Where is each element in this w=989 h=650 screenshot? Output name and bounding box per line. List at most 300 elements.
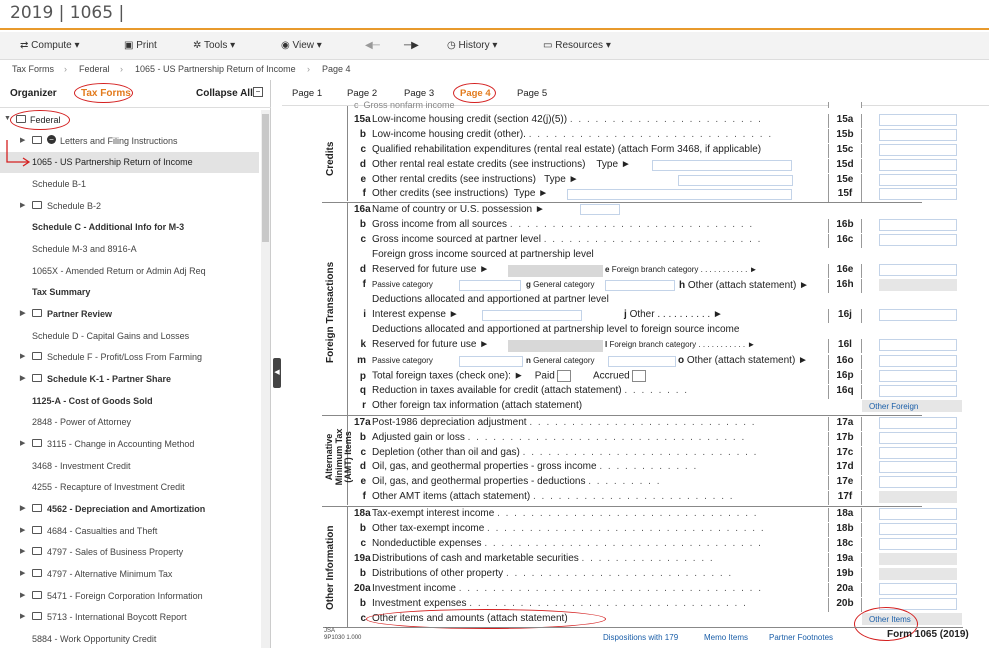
tree-item[interactable] xyxy=(0,304,259,325)
tree-item[interactable] xyxy=(0,412,259,433)
app-title-bar xyxy=(0,0,989,30)
tab-page-1[interactable]: Page 1 xyxy=(292,88,323,99)
line-16r: r Other foreign tax information (attach statement) xyxy=(362,400,583,411)
line-number: 16j xyxy=(828,309,862,323)
reserved-box xyxy=(508,265,603,277)
form-footer-label: Form 1065 (2019) xyxy=(887,629,969,640)
chevron-down-icon: ▾ xyxy=(492,40,498,51)
chevron-right-icon: ▶ xyxy=(20,375,26,382)
collapse-icon[interactable]: − xyxy=(253,87,263,97)
line-number: 17f xyxy=(828,491,862,505)
type-label: Type ► xyxy=(544,174,579,185)
line-18b: b Other tax-exempt income . . . . . . . . . . . . . . . . . . . . . . . . . . . . . . . . . xyxy=(359,523,766,534)
line-16f: f Passive category xyxy=(362,279,433,290)
scrollbar-thumb[interactable] xyxy=(262,114,269,242)
tree-item[interactable] xyxy=(0,174,259,195)
accrued-label: Accrued xyxy=(593,370,630,382)
line-number: 20b xyxy=(828,598,862,612)
line-17c: c Depletion (other than oil and gas) . . . . . . . . . . . . . . . . . . . . . . . . . . . . xyxy=(360,447,758,458)
tree-item-label: 5713 - International Boycott Report xyxy=(47,612,187,622)
line-number: 17e xyxy=(828,476,862,490)
line-label: Foreign branch category xyxy=(609,340,697,349)
input-16c[interactable] xyxy=(879,234,957,246)
chevron-right-icon: ▶ xyxy=(20,527,26,534)
input-17f[interactable] xyxy=(879,491,957,503)
line-number: 17a xyxy=(828,417,862,431)
tree-item-label: 1065X - Amended Return or Admin Adj Req xyxy=(32,266,206,276)
line-label: Foreign gross income sourced at partnership level xyxy=(372,249,594,260)
line-label: Other foreign tax information (attach statement) xyxy=(372,400,583,411)
accrued-checkbox[interactable] xyxy=(632,370,646,382)
tools-button[interactable] xyxy=(193,40,235,51)
tree-item-label: Schedule C - Additional Info for M-3 xyxy=(32,222,185,232)
collapse-all-button[interactable]: Collapse All xyxy=(196,88,253,99)
input-15e[interactable] xyxy=(879,174,957,186)
tree-item-label: 1065 - US Partnership Return of Income xyxy=(32,157,193,167)
tree-item-label: Schedule M-3 and 8916-A xyxy=(32,244,137,254)
chevron-down-icon: ▾ xyxy=(230,40,236,51)
tree-item-1065[interactable] xyxy=(0,152,259,173)
tree-item[interactable] xyxy=(0,326,259,347)
line-number: 16e xyxy=(828,264,862,278)
section-divider xyxy=(322,506,922,507)
line-16-deductions xyxy=(354,294,830,308)
tab-page-2[interactable]: Page 2 xyxy=(347,88,378,99)
input-19b[interactable] xyxy=(879,568,957,580)
line-label: Distributions of cash and marketable securities xyxy=(372,553,579,564)
folder-icon xyxy=(32,201,42,209)
tree-item-label: 1125-A - Cost of Goods Sold xyxy=(32,396,153,406)
line-label: Depletion (other than oil and gas) xyxy=(372,447,520,458)
section-divider xyxy=(322,415,922,416)
tree-item[interactable] xyxy=(0,239,259,260)
input-15d[interactable] xyxy=(879,159,957,171)
back-arrow-icon[interactable]: ◀─ xyxy=(365,40,380,51)
line-number: 17d xyxy=(828,461,862,475)
view-button[interactable] xyxy=(281,40,322,51)
line-17b: b Adjusted gain or loss . . . . . . . . . . . . . . . . . . . . . . . . . . . . . . . . . xyxy=(359,432,746,443)
line-label: Passive category xyxy=(372,356,433,365)
line-20c: c Other items and amounts (attach statement) xyxy=(360,613,568,624)
line-number: 15c xyxy=(828,144,862,158)
input-16g[interactable] xyxy=(605,280,675,291)
folder-icon xyxy=(32,547,42,555)
forward-arrow-icon[interactable]: ─▶ xyxy=(404,40,419,51)
line-label: Deductions allocated and apportioned at partner level xyxy=(372,294,609,305)
section-foreign xyxy=(321,203,348,415)
folder-icon xyxy=(32,374,42,382)
line-16q: q Reduction in taxes available for credit (attach statement) . . . . . . . . xyxy=(359,385,689,396)
chevron-right-icon: › xyxy=(120,64,123,74)
line-label: Foreign branch category xyxy=(611,265,699,274)
toolbar xyxy=(0,32,989,60)
briefcase-icon: ▭ xyxy=(543,40,553,51)
folder-icon xyxy=(32,612,42,620)
tree-item-label: 5884 - Work Opportunity Credit xyxy=(32,634,157,644)
line-16j: j Other . . . . . . . . . . ► xyxy=(624,309,723,320)
line-label: General category xyxy=(533,280,595,289)
line-15c: c Qualified rehabilitation expenditures (rental real estate) (attach Form 3468, if applicable) xyxy=(360,144,762,155)
print-label: Print xyxy=(136,40,157,51)
chevron-right-icon: ▶ xyxy=(20,505,26,512)
line-15f: f Other credits (see instructions) Type ► xyxy=(362,188,549,199)
line-label: Name of country or U.S. possession ► xyxy=(372,204,545,215)
line-number: 19b xyxy=(828,568,862,582)
folder-icon xyxy=(32,352,42,360)
chevron-right-icon: ▶ xyxy=(20,548,26,555)
line-19a: 19aDistributions of cash and marketable securities . . . . . . . . . . . . . . . . xyxy=(354,553,715,564)
line-16c: c Gross income sourced at partner level . . . . . . . . . . . . . . . . . . . . . . . . . . xyxy=(360,234,762,245)
resources-button[interactable] xyxy=(543,40,611,51)
breadcrumb-item[interactable]: Tax Forms xyxy=(12,64,55,74)
chevron-right-icon: ▶ xyxy=(20,353,26,360)
line-label: General category xyxy=(533,356,595,365)
tree-item-label: Schedule B-1 xyxy=(32,179,87,189)
line-label: Low-income housing credit (other). xyxy=(372,129,526,140)
line-label: Oil, gas, and geothermal properties - gross income xyxy=(372,461,597,472)
folder-icon xyxy=(32,569,42,577)
tree-item-label: 3115 - Change in Accounting Method xyxy=(47,439,195,449)
line-16m: m Passive category xyxy=(357,355,433,366)
tree-item-label: 4684 - Casualties and Theft xyxy=(47,526,158,536)
tree-item-label: 4797 - Alternative Minimum Tax xyxy=(47,569,173,579)
tree-item[interactable] xyxy=(0,391,259,412)
input-16m[interactable] xyxy=(459,356,523,367)
footer-divider xyxy=(323,627,963,628)
input-16e[interactable] xyxy=(879,264,957,276)
input-17b[interactable] xyxy=(879,432,957,444)
line-label: Distributions of other property xyxy=(372,568,504,579)
tree-item-label: Partner Review xyxy=(47,309,113,319)
tree-item-label: 5471 - Foreign Corporation Information xyxy=(47,591,203,601)
tree-item[interactable] xyxy=(0,542,259,563)
line-17f: f Other AMT items (attach statement) . . . . . . . . . . . . . . . . . . . . . . . . xyxy=(362,491,735,502)
folder-icon xyxy=(32,591,42,599)
line-number: 15a xyxy=(828,114,862,128)
input-20a[interactable] xyxy=(879,583,957,595)
section-amt xyxy=(321,416,353,505)
line-label: Other AMT items (attach statement) xyxy=(372,491,531,502)
line-20b: b Investment expenses . . . . . . . . . . . . . . . . . . . . . . . . . . . . . . . . . xyxy=(359,598,748,609)
line-number: 16l xyxy=(828,339,862,353)
annotation-circle xyxy=(366,609,606,629)
type-15f-input[interactable] xyxy=(567,189,792,200)
line-number: 18b xyxy=(828,523,862,537)
line-number: 20a xyxy=(828,583,862,597)
tax-forms-tab[interactable]: Tax Forms xyxy=(81,88,131,99)
printer-icon: ▣ xyxy=(124,40,134,51)
section-label: Alternative Minimum Tax (AMT) Items xyxy=(324,428,353,486)
tab-page-3[interactable]: Page 3 xyxy=(404,88,435,99)
input-18c[interactable] xyxy=(879,538,957,550)
tab-page-4[interactable]: Page 4 xyxy=(460,88,491,99)
tree-item[interactable] xyxy=(0,282,259,303)
line-number-box xyxy=(828,102,862,108)
chevron-right-icon: ▶ xyxy=(20,592,26,599)
line-number: 15b xyxy=(828,129,862,143)
line-label: Other (attach statement) xyxy=(687,280,797,291)
line-16d: d Reserved for future use ► xyxy=(359,264,490,275)
input-16b[interactable] xyxy=(879,219,957,231)
line-label: Other rental real estate credits (see instructions) xyxy=(372,159,586,170)
line-label: Other credits (see instructions) xyxy=(372,188,509,199)
history-button[interactable] xyxy=(447,40,497,51)
partial-row: c Gross nonfarm income xyxy=(354,100,455,110)
tree-item-label: 3468 - Investment Credit xyxy=(32,461,131,471)
folder-icon xyxy=(32,309,42,317)
line-16p: p Total foreign taxes (check one): ► Paid Accrued xyxy=(354,370,830,384)
line-label: Reserved for future use ► xyxy=(372,264,490,275)
input-16l[interactable] xyxy=(879,339,957,351)
organizer-tab[interactable]: Organizer xyxy=(10,88,57,99)
tree-item[interactable] xyxy=(0,521,259,542)
line-16g: g General category xyxy=(526,280,595,289)
line-label: Investment expenses xyxy=(372,598,467,609)
history-label: History xyxy=(458,40,490,51)
chevron-right-icon: ▶ xyxy=(20,137,26,144)
line-label: Nondeductible expenses xyxy=(372,538,482,549)
chevron-down-icon: ▼ xyxy=(4,115,11,122)
line-15e: e Other rental credits (see instructions) Type ► xyxy=(360,174,579,185)
tab-page-5[interactable]: Page 5 xyxy=(517,88,548,99)
line-16-heading xyxy=(354,249,830,263)
line-18a: 18aTax-exempt interest income . . . . . . . . . . . . . . . . . . . . . . . . . . . . . . . xyxy=(354,508,759,519)
section-credits xyxy=(321,106,348,201)
line-15b: b Low-income housing credit (other). . . . . . . . . . . . . . . . . . . . . . . . . . . . . . xyxy=(359,129,773,140)
line-label: Investment income xyxy=(372,583,456,594)
tree-item[interactable] xyxy=(0,499,259,520)
tree-item[interactable] xyxy=(0,607,259,628)
line-label: Low-income housing credit (section 42(j)(5)) xyxy=(372,114,568,125)
gear-icon: ✲ xyxy=(193,40,202,51)
tree-item[interactable] xyxy=(0,369,259,390)
tree-item-label: 4797 - Sales of Business Property xyxy=(47,547,184,557)
line-number: 18c xyxy=(828,538,862,552)
line-label: Passive category xyxy=(372,280,433,289)
line-number: 16b xyxy=(828,219,862,233)
other-items-link[interactable]: Other Items xyxy=(862,613,962,625)
tree-item[interactable] xyxy=(0,456,259,477)
line-16i: i Interest expense ► xyxy=(363,309,459,320)
tree-item[interactable] xyxy=(0,477,259,498)
annotation-circle xyxy=(74,83,133,103)
breadcrumb-item[interactable]: Federal xyxy=(79,64,110,74)
section-label: Other Information xyxy=(325,525,336,610)
line-label: Tax-exempt interest income xyxy=(372,508,495,519)
jsa-code xyxy=(324,628,361,642)
input-15f[interactable] xyxy=(879,188,957,200)
paid-label: Paid xyxy=(534,370,555,382)
line-label: Interest expense ► xyxy=(372,309,459,320)
line-17a: 17aPost-1986 depreciation adjustment . . . . . . . . . . . . . . . . . . . . . . . . . . . xyxy=(354,417,757,428)
annotation-arrow xyxy=(4,138,32,168)
chevron-right-icon: › xyxy=(64,64,67,74)
line-label: Reduction in taxes available for credit (attach statement) xyxy=(372,385,622,396)
line-label: Oil, gas, and geothermal properties - deductions xyxy=(372,476,586,487)
annotation-circle xyxy=(10,110,70,130)
type-label: Type ► xyxy=(513,188,549,199)
input-17d[interactable] xyxy=(879,461,957,473)
chevron-right-icon: ▶ xyxy=(20,310,26,317)
country-input[interactable] xyxy=(580,204,620,215)
chevron-down-icon: ▾ xyxy=(605,40,611,51)
line-15d: d Other rental real estate credits (see instructions) Type ► xyxy=(359,159,631,170)
input-16n[interactable] xyxy=(608,356,676,367)
input-16p[interactable] xyxy=(879,370,957,382)
eye-icon: ◉ xyxy=(281,40,290,51)
line-label: Other rental credits (see instructions) xyxy=(372,174,536,185)
input-18b[interactable] xyxy=(879,523,957,535)
input-17c[interactable] xyxy=(879,447,957,459)
line-label: Deductions allocated and apportioned at partnership level to foreign source income xyxy=(372,324,740,335)
form-view xyxy=(282,80,989,648)
input-16o[interactable] xyxy=(879,355,957,367)
line-18c: c Nondeductible expenses . . . . . . . . . . . . . . . . . . . . . . . . . . . . . . . . . xyxy=(360,538,763,549)
line-number xyxy=(828,204,862,218)
line-label: Post-1986 depreciation adjustment xyxy=(372,417,527,428)
code-label: 9P1030 1.000 xyxy=(324,635,362,641)
line-number: 16q xyxy=(828,385,862,399)
resources-label: Resources xyxy=(555,40,604,51)
section-other xyxy=(321,507,348,627)
input-18a[interactable] xyxy=(879,508,957,520)
tree-item[interactable] xyxy=(0,217,259,238)
partner-footnotes-link[interactable]: Partner Footnotes xyxy=(769,633,834,642)
input-16h[interactable] xyxy=(879,279,957,291)
tree-item[interactable] xyxy=(0,347,259,368)
line-16a: 16aName of country or U.S. possession ► xyxy=(354,204,545,215)
line-number: 16o xyxy=(828,355,862,369)
chevron-down-icon: ▾ xyxy=(316,40,322,51)
line-16n: n General category xyxy=(526,356,595,365)
tree-item[interactable] xyxy=(0,629,259,650)
folder-icon xyxy=(32,526,42,534)
chevron-right-icon: ▶ xyxy=(20,202,26,209)
window-title: 2019 | 1065 | xyxy=(10,3,125,23)
folder-icon xyxy=(32,136,42,144)
tree-item-label: Letters and Filing Instructions xyxy=(60,136,178,146)
line-label: Other (attach statement) xyxy=(686,355,796,366)
line-number: 16c xyxy=(828,234,862,248)
line-number: 17b xyxy=(828,432,862,446)
line-16o: o Other (attach statement) ► xyxy=(678,355,808,366)
line-label: Gross income sourced at partner level xyxy=(372,234,541,245)
line-16h: h Other (attach statement) ► xyxy=(679,280,809,291)
line-17e: e Oil, gas, and geothermal properties - deductions . . . . . . . . . xyxy=(360,476,661,487)
tree-item-letters[interactable] xyxy=(0,131,259,152)
line-label: Adjusted gain or loss xyxy=(372,432,465,443)
line-number: 16p xyxy=(828,370,862,384)
tree-item-label: 2848 - Power of Attorney xyxy=(32,417,132,427)
tree-item-label: Schedule B-2 xyxy=(47,201,102,211)
line-20a: 20aInvestment income . . . . . . . . . . . . . . . . . . . . . . . . . . . . . . . . . . . . xyxy=(354,583,763,594)
line-number: 16h xyxy=(828,279,862,293)
line-label: Qualified rehabilitation expenditures (rental real estate) (attach Form 3468, if applicable) xyxy=(372,144,762,155)
line-number: 18a xyxy=(828,508,862,522)
input-16q[interactable] xyxy=(879,385,957,397)
input-15c[interactable] xyxy=(879,144,957,156)
input-15a[interactable] xyxy=(879,114,957,126)
tree-item[interactable] xyxy=(0,586,259,607)
line-label: Other xyxy=(629,309,655,320)
tools-label: Tools xyxy=(204,40,228,51)
line-16l: l Foreign branch category . . . . . . . . . . . ► xyxy=(605,340,756,349)
tree-item-label: 4255 - Recapture of Investment Credit xyxy=(32,482,185,492)
form-1065-page-4 xyxy=(302,100,970,648)
compute-button[interactable] xyxy=(20,40,80,51)
line-15a: 15aLow-income housing credit (section 42(j)(5)) . . . . . . . . . . . . . . . . . . . . . . . xyxy=(354,114,763,125)
line-16-deductions-2 xyxy=(354,324,830,338)
tree-item[interactable] xyxy=(0,564,259,585)
line-number: 17c xyxy=(828,447,862,461)
input-17a[interactable] xyxy=(879,417,957,429)
line-number: 15f xyxy=(828,188,862,202)
breadcrumb xyxy=(0,61,989,78)
tree-item-label: Federal xyxy=(30,115,61,125)
compute-icon: ⇄ xyxy=(20,40,29,51)
forms-tree-panel xyxy=(0,80,271,648)
tree-item[interactable] xyxy=(0,196,259,217)
panel-collapse-handle[interactable]: ◀ xyxy=(273,358,281,388)
memo-items-link[interactable]: Memo Items xyxy=(704,633,749,642)
line-label: Total foreign taxes (check one): ► xyxy=(372,370,524,382)
type-label: Type ► xyxy=(596,159,631,170)
chevron-right-icon: ▶ xyxy=(20,570,26,577)
tree-item-label: Schedule K-1 - Partner Share xyxy=(47,374,172,384)
line-16b: b Gross income from all sources . . . . . . . . . . . . . . . . . . . . . . . . . . . . . xyxy=(359,219,754,230)
tree-item-label: 4562 - Depreciation and Amortization xyxy=(47,504,206,514)
input-16i[interactable] xyxy=(482,310,582,321)
input-16j[interactable] xyxy=(879,309,957,321)
line-label: Other items and amounts (attach statement) xyxy=(372,613,568,624)
folder-icon xyxy=(32,504,42,512)
chevron-right-icon: ▶ xyxy=(20,440,26,447)
section-divider xyxy=(322,202,922,203)
view-label: View xyxy=(292,40,315,51)
print-button[interactable] xyxy=(124,40,157,51)
type-15d-input[interactable] xyxy=(652,160,792,171)
tree-item-label: Schedule D - Capital Gains and Losses xyxy=(32,331,190,341)
line-16k: k Reserved for future use ► xyxy=(360,339,490,350)
tree-item[interactable] xyxy=(0,434,259,455)
breadcrumb-item: Page 4 xyxy=(322,64,351,74)
line-19b: b Distributions of other property . . . . . . . . . . . . . . . . . . . . . . . . . . . xyxy=(359,568,733,579)
line-label: Other tax-exempt income xyxy=(372,523,485,534)
other-foreign-link[interactable]: Other Foreign xyxy=(862,400,962,412)
line-number: 15d xyxy=(828,159,862,173)
tree-item-label: Tax Summary xyxy=(32,287,91,297)
chevron-right-icon: › xyxy=(307,64,310,74)
chevron-right-icon: ▶ xyxy=(20,613,26,620)
reserved-box xyxy=(508,340,603,352)
paid-checkbox[interactable] xyxy=(557,370,571,382)
input-19a[interactable] xyxy=(879,553,957,565)
dispositions-link[interactable]: Dispositions with 179 xyxy=(603,633,679,642)
line-label: Reserved for future use ► xyxy=(372,339,490,350)
minus-circle-icon: − xyxy=(47,135,56,144)
input-15b[interactable] xyxy=(879,129,957,141)
line-label: Gross income from all sources xyxy=(372,219,508,230)
input-16f[interactable] xyxy=(459,280,521,291)
tree-item[interactable] xyxy=(0,261,259,282)
breadcrumb-item[interactable]: 1065 - US Partnership Return of Income xyxy=(135,64,296,74)
input-17e[interactable] xyxy=(879,476,957,488)
line-number: 19a xyxy=(828,553,862,567)
type-15e-input[interactable] xyxy=(678,175,793,186)
tree-scrollbar[interactable] xyxy=(261,110,270,648)
line-17d: d Oil, gas, and geothermal properties - gross income . . . . . . . . . . . . xyxy=(359,461,698,472)
compute-label: Compute xyxy=(31,40,72,51)
